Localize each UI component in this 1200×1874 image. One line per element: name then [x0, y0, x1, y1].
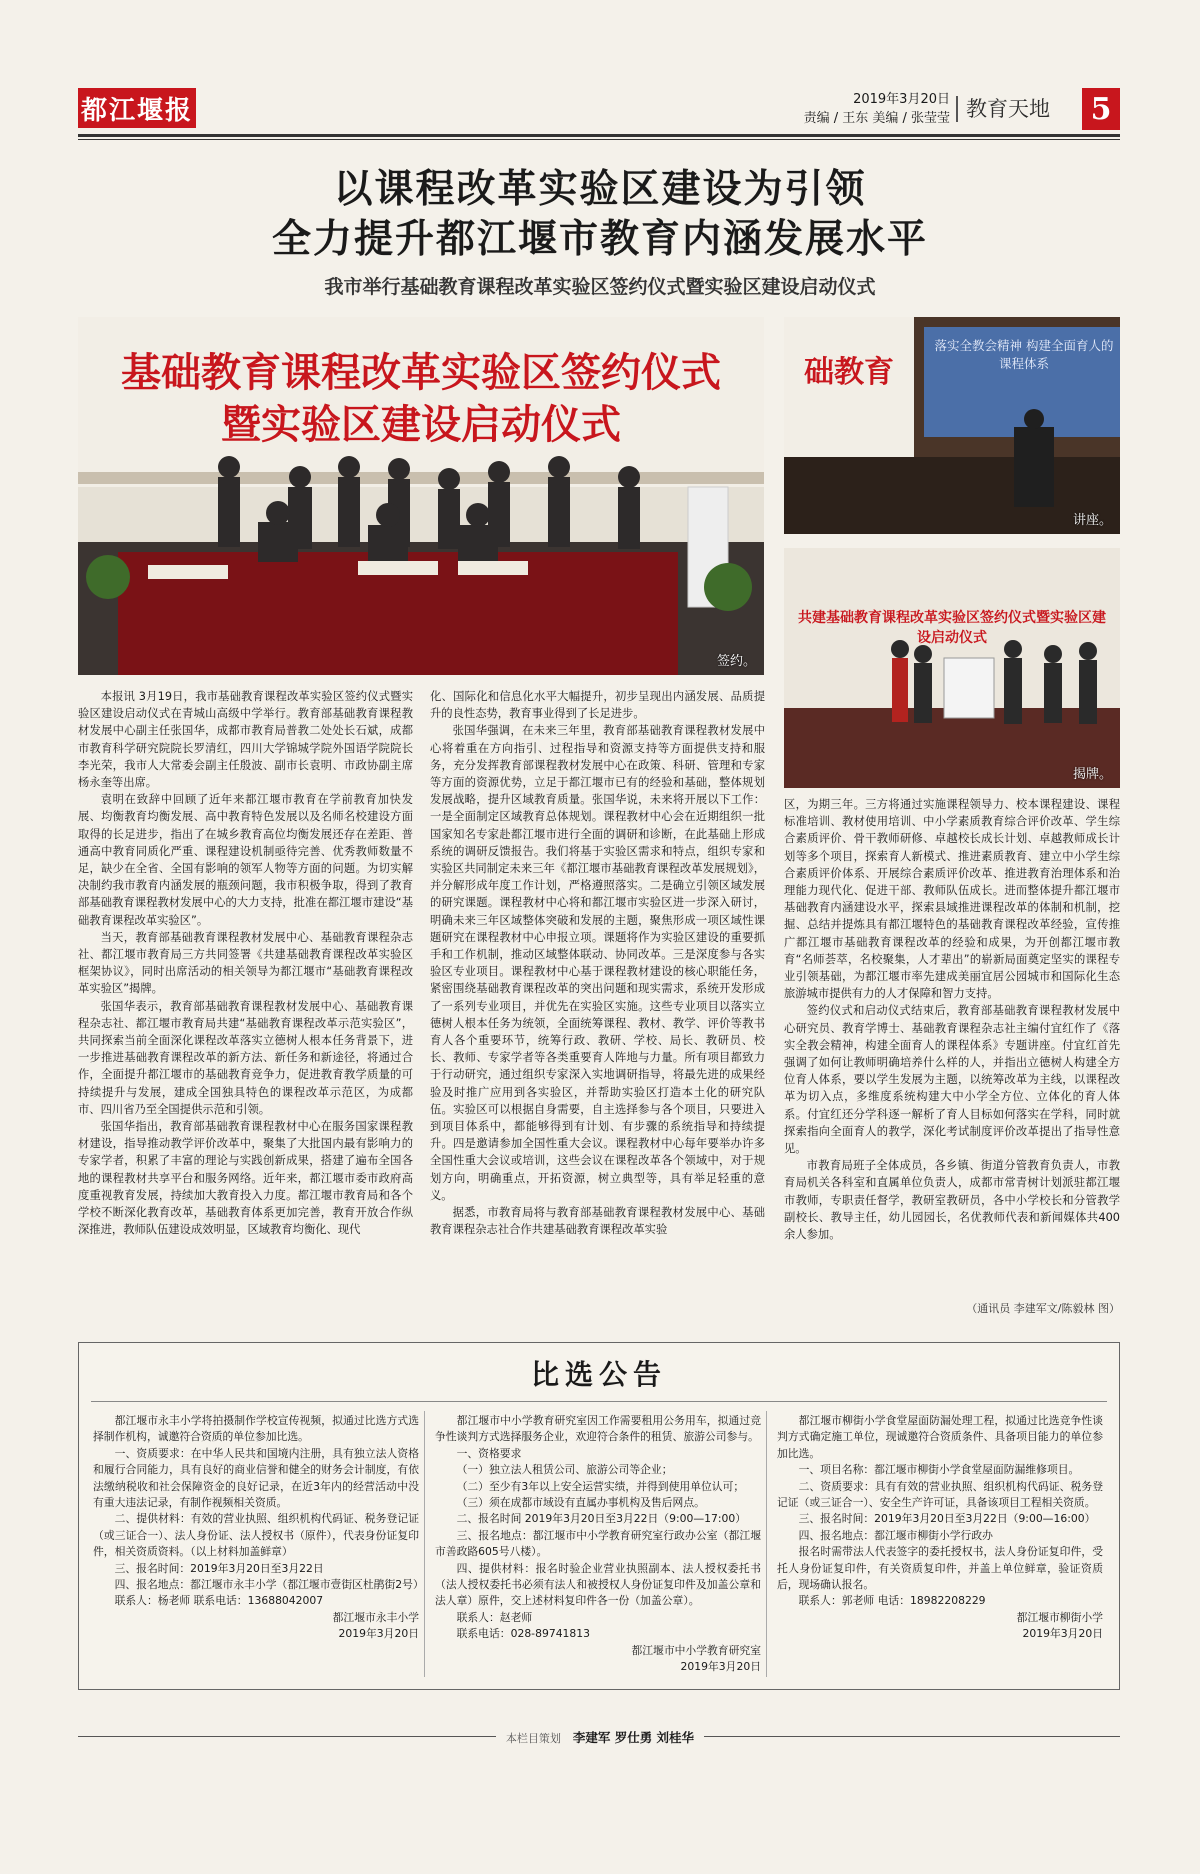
lecture-caption: 讲座。 [1072, 513, 1112, 528]
article-paragraph: 签约仪式和启动仪式结束后，教育部基础教育课程教材发展中心研究员、教育学博士、基础教育课程杂志社主编付宜红作了《落实全教会精神，构建全面育人的课程体系》专题讲座。付宜红首先强调了如何让教师明确培养什么样的人，并指出立德树人构建全方位育人体系，要以学生发展为主题，以统筹改革为主线，以课程改革为切入点，多维度系统构建大中小学全方位、立体化的育人体系。付宜红还分学科逐一解析了育人目标如何落实在学科，同时就探索指向全面育人的教学，深化考试制度评价改革提出了指导性意见。 [784, 1004, 1120, 1156]
notice-item: 四、提供材料：报名时验企业营业执照副本、法人授权委托书（法人授权委托书必须有法人和被授权人身份证复印件及加盖公章和法人章）原件，交上述材料复印件各一份（加盖公章）。 [435, 1561, 761, 1608]
notice-item: 报名时需带法人代表签字的委托授权书，法人身份证复印件，受托人身份证复印件，有关资质复印件，并盖上单位鲜章，验证资质后，现场确认报名。 [777, 1545, 1103, 1592]
editors-credit: 责编 / 王东 美编 / 张莹莹 [803, 111, 950, 126]
notice-intro: 都江堰市中小学教育研究室因工作需要租用公务用车，拟通过竞争性谈判方式选择服务企业，欢迎符合条件的租赁、旅游公司参与。 [435, 1414, 761, 1444]
article-column-3 [784, 796, 1120, 1316]
page-number: 5 [1082, 88, 1120, 130]
notice-column-yongfeng [93, 1413, 424, 1643]
notice-item: 一、项目名称：都江堰市柳街小学食堂屋面防漏维修项目。 [798, 1463, 1080, 1477]
notice-contact: 联系人：杨老师 联系电话：13688042007 [114, 1594, 324, 1608]
notice-column-separator [424, 1411, 425, 1677]
unveiling-banner: 共建基础教育课程改革实验区签约仪式暨实验区建设启动仪式 [798, 610, 1106, 646]
notice-intro: 都江堰市永丰小学将拍摄制作学校宣传视频，拟通过比选方式选择制作机构，诚邀符合资质的单位参加比选。 [93, 1414, 419, 1444]
notice-item: 三、报名时间：2019年3月20日至3月22日 [114, 1561, 324, 1575]
signing-banner-line-1: 基础教育课程改革实验区签约仪式 [121, 350, 721, 396]
article-paragraph: 区，为期三年。三方将通过实施课程领导力、校本课程建设、课程标准培训、教材使用培训、中小学素质教育综合评价改革、学生综合素质评价、骨干教师研修、卓越校长成长计划、卓越教师成长计划等多个项目，探索育人新模式、推进素质教育、建立中小学生综合素质评价体系、开展综合素质评价改革、推进教育治理体系和治理能力现代化、促进干部、教师队伍成长。进而整体提升都江堰市基础教育内涵建设水平，探索县域推进课程改革的体制和机制，挖掘、总结并提炼具有都江堰特色的基础教育课程改革经验，宣传推广都江堰市基础教育课程改革的经验和成果，为开创都江堰市教育“名师荟萃，名校聚集，人才辈出”的崭新局面奠定坚实的课程专业引领基础，为都江堰市率先建成美丽宜居公园城市和国际化生态旅游城市提供有力的人才保障和智力支持。 [784, 798, 1120, 1001]
article-paragraph: 本报讯 3月19日，我市基础教育课程改革实验区签约仪式暨实验区建设启动仪式在青城山高级中学举行。教育部基础教育课程教材发展中心副主任张国华，成都市教育局普教二处处长石斌，成都市教育科学研究院院长罗清红，四川大学锦城学院外国语学院院长李光荣，我市人大常委会副主任殷波、副市长袁明、市政协副主席杨永奎等出席。 [78, 690, 413, 790]
notice-organization: 都江堰市柳街小学 [1016, 1610, 1103, 1624]
header-meta [804, 90, 950, 128]
signing-caption: 签约。 [716, 654, 756, 669]
notice-column-separator [766, 1411, 767, 1677]
header-rule [78, 134, 1120, 137]
notice-column-liujie [777, 1413, 1103, 1643]
notice-item: 二、报名时间 2019年3月20日至3月22日（9:00—17:00） [456, 1512, 747, 1526]
notice-contact: 联系人：赵老师 [456, 1610, 533, 1624]
notice-item: 二、资质要求：具有有效的营业执照、组织机构代码证、税务登记证（或三证合一）、安全生产许可证，具备该项目工程相关资质。 [777, 1479, 1103, 1510]
article-paragraph: 据悉，市教育局将与教育部基础教育课程教材发展中心、基础教育课程杂志社合作共建基础教育课程改革实验 [430, 1206, 765, 1237]
article-paragraph: 市教育局班子全体成员，各乡镇、街道分管教育负责人，市教育局机关各科室和直属单位负责人，成都市常青树计划派驻都江堰市教师，专职责任督学，教研室教研员，各中小学校长和分管教学副校长、教导主任，幼儿园园长，名优教师代表和新闻媒体共400余人参加。 [784, 1159, 1120, 1242]
notice-item: 一、资格要求 [456, 1446, 522, 1460]
article-byline: （通讯员 李建军文/陈毅林 图） [966, 1302, 1120, 1315]
masthead [78, 88, 1120, 132]
article-paragraph: 张国华表示，教育部基础教育课程教材发展中心、基础教育课程杂志社、都江堰市教育局共建“基础教育课程改革示范实验区”，共同探索当前全面深化课程改革落实立德树人根本任务背景下，进一步推进基础教育课程改革的新方法、新任务和新途径，将通过合作，全面提升都江堰市的基础教育竞争力，促进教育教学质量的可持续提升与发展，建成全国独具特色的课程改革示范区，为成都市、四川省乃至全国提供示范和引领。 [78, 999, 413, 1116]
signing-banner [78, 347, 764, 451]
notice-item: 二、提供材料：有效的营业执照、组织机构代码证、税务登记证（或三证合一）、法人身份证、法人授权书（原件），代表身份证复印件，相关资质资料。（以上材料加盖鲜章） [93, 1512, 419, 1559]
notice-item: 三、报名地点：都江堰市中小学教育研究室行政办公室（都江堰市善政路605号八楼）。 [435, 1528, 761, 1559]
notice-organization: 都江堰市永丰小学 [332, 1610, 419, 1624]
headline-line-1: 以课程改革实验区建设为引领 [333, 167, 867, 212]
notice-title: 比选公告 [530, 1358, 667, 1391]
notice-item: 四、报名地点：都江堰市永丰小学（都江堰市壹街区杜鹃街2号） [114, 1578, 424, 1592]
notice-contact: 联系人：郭老师 电话：18982208229 [798, 1594, 986, 1608]
notice-intro: 都江堰市柳街小学食堂屋面防漏处理工程，拟通过比选竞争性谈判方式确定施工单位，现诚邀符合资质条件、具备项目能力的单位参加比选。 [777, 1414, 1103, 1460]
lecture-slide-title: 落实全教会精神 构建全面育人的课程体系 [934, 338, 1114, 371]
notice-item: 三、报名时间：2019年3月20日至3月22日（9:00—16:00） [798, 1512, 1096, 1526]
article-paragraph: 化、国际化和信息化水平大幅提升，初步呈现出内涵发展、品质提升的良性态势，教育事业得到了长足进步。 [430, 690, 765, 721]
article-paragraph: 张国华指出，教育部基础教育课程教材中心在服务国家课程教材建设，指导推动教学评价改革中，聚集了大批国内最有影响力的专家学者，积累了丰富的理论与实践创新成果，搭建了遍布全国各地的课程教材共享平台和服务网络。近年来，都江堰市委市政府高度重视教育发展，持续加大教育投入力度。都江堰市教育局和各个学校不断深化教育改革，基础教育体系更加完善，教育开放合作纵深推进，教师队伍建设成效明显，区域教育均衡化、现代 [78, 1120, 413, 1237]
article-column-2 [430, 688, 765, 1320]
procurement-notice-box [78, 1342, 1120, 1690]
notice-item: （一）独立法人租赁公司、旅游公司等企业； [456, 1463, 673, 1477]
notice-organization: 都江堰市中小学教育研究室 [631, 1643, 761, 1657]
credits-label: 本栏目策划 [505, 1732, 561, 1745]
headline [0, 165, 1200, 265]
article-paragraph: 张国华强调，在未来三年里，教育部基础教育课程教材发展中心将着重在方向指引、过程指导和资源支持等方面提供支持和服务，充分发挥教育部课程教材发展中心在政策、科研、管理和专家等方面的资源优势，立足于都江堰市已有的经验和基础，整体规划发展战略，提升区域教育质量。张国华说，未来将开展以下工作：一是全面制定区域教育总体规划。课程教材中心会在近期组织一批国家知名专家赴都江堰市进行全面的调研和诊断，在此基础上形成系统的调研反馈报告。我们将基于实验区需求和特点，组织专家和实验区共同制定未来三年《都江堰市基础教育课程改革发展规划》，并分解形成年度工作计划，严格遵照落实。二是确立引领区域发展的研究课题。课程教材中心将和都江堰市实验区进一步深入研讨，明确未来三年区域整体突破和发展的主题，聚焦形成一项区域性课题研究在课程教材中心申报立项。课题将作为实验区建设的重要抓手和工作机制，推动区域整体联动、协同改革。三是深度参与各实验区专业项目。课程教材中心基于课程教材建设的核心职能任务，紧密围绕基础教育课程改革的突出问题和现实需求，系统开发形成了一系列专业项目，并优先在实验区实施。这些专业项目以落实立德树人根本任务为统领，全面统筹课程、教材、教学、评价等教书育人各个重要环节，统筹行政、教研、学校、局长、教研员、校长、教师、专家学者等各类重要育人阵地与力量。所有项目都致力于行动研究，通过组织专家深入实地调研指导，将最先进的成果经验及时推广应用到各实验区，并帮助实验区打造本土化的研究队伍。实验区可以根据自身需要，自主选择参与各个项目，只要进入到项目体系中，都能够得到有计划、有步骤的系统指导和持续提升。四是邀请参加全国性重大会议。课程教材中心每年要举办许多全国性重大会议或培训，这些会议在课程改革各个领域中，对于规划方向，明确重点，开拓资源，树立典型等，具有举足轻重的意义。 [430, 724, 765, 1202]
notice-date: 2019年3月20日 [1022, 1627, 1103, 1641]
lecture-photo [784, 317, 1120, 534]
notice-date: 2019年3月20日 [680, 1660, 761, 1674]
issue-date: 2019年3月20日 [853, 92, 950, 107]
notice-phone: 联系电话：028-89741813 [456, 1627, 591, 1641]
article-paragraph: 当天，教育部基础教育课程教材发展中心、基础教育课程杂志社、都江堰市教育局三方共同签署《共建基础教育课程改革实验区框架协议》，同时出席活动的相关领导为都江堰市“基础教育课程改革实验区”揭牌。 [78, 930, 413, 996]
credits-names: 李建军 罗仕勇 刘桂华 [572, 1730, 695, 1745]
newspaper-logo: 都江堰报 [78, 88, 196, 128]
unveiling-caption: 揭牌。 [1072, 767, 1112, 782]
lecture-backdrop-text: 础教育 [804, 355, 894, 390]
section-name: 教育天地 [956, 96, 1076, 122]
notice-item: 四、报名地点：都江堰市柳街小学行政办 [798, 1528, 993, 1542]
notice-date: 2019年3月20日 [338, 1627, 419, 1641]
signing-photo [78, 317, 764, 675]
unveiling-scene [784, 548, 1120, 788]
header-rule-thin [78, 139, 1120, 140]
signing-banner-line-2: 暨实验区建设启动仪式 [221, 402, 621, 448]
unveiling-photo [784, 548, 1120, 788]
notice-column-research-office [435, 1413, 761, 1676]
notice-item: （二）至少有3年以上安全运营实绩，并得到使用单位认可； [456, 1479, 745, 1493]
column-credits [0, 1728, 1200, 1746]
headline-line-2: 全力提升都江堰市教育内涵发展水平 [271, 217, 928, 262]
article-paragraph: 袁明在致辞中回顾了近年来都江堰市教育在学前教育加快发展、均衡教育均衡发展、高中教育特色发展以及名师名校建设方面取得的长足进步，指出了在城乡教育高位均衡发展还存在差距、普通高中教育同质化严重、课程建设机制亟待完善、优秀教师数量不足，缺少在全省、全国有影响的领军人物等方面的问题。为切实解决制约我市教育内涵发展的瓶颈问题，我市积极争取，得到了教育部基础教育课程教材发展中心的大力支持，批准在都江堰市建设“基础教育课程改革实验区”。 [78, 793, 413, 927]
notice-item: （三）须在成都市域设有直属办事机构及售后网点。 [456, 1496, 705, 1510]
subheadline: 我市举行基础教育课程改革实验区签约仪式暨实验区建设启动仪式 [324, 276, 876, 298]
article-column-1 [78, 688, 413, 1320]
notice-item: 一、资质要求：在中华人民共和国境内注册，具有独立法人资格和履行合同能力，具有良好的商业信誉和健全的财务会计制度，有依法缴纳税收和社会保障资金的良好记录，在近3年内的经营活动中没有重大违法记录，有制作视频相关资质。 [93, 1446, 419, 1510]
notice-divider [91, 1401, 1107, 1402]
